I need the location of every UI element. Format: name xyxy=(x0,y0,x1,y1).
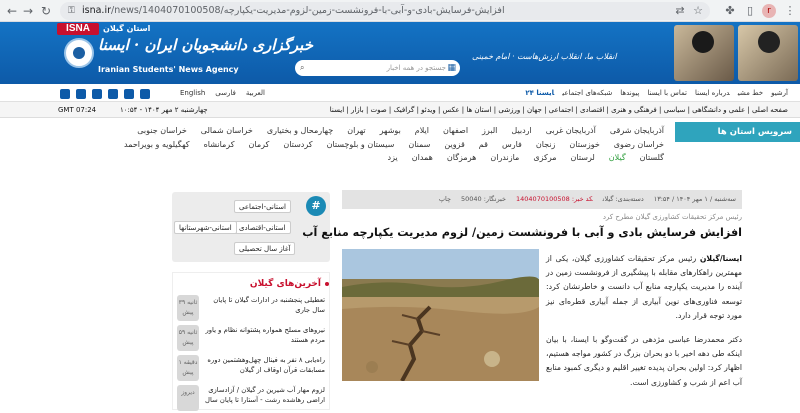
province-link[interactable]: همدان xyxy=(411,153,433,162)
province-link[interactable]: اردبیل xyxy=(511,126,532,135)
category-nav xyxy=(0,102,800,118)
gmt-time: GMT 07:24 xyxy=(58,106,97,114)
province-link[interactable]: خراسان رضوی xyxy=(613,139,664,149)
instagram-icon[interactable] xyxy=(92,89,102,99)
link-archive[interactable]: آرشیو xyxy=(771,89,788,97)
lang-english[interactable]: English xyxy=(180,89,206,97)
province-link[interactable]: فارس xyxy=(501,139,522,149)
province-link[interactable]: کردستان xyxy=(283,139,313,149)
province-link[interactable]: سیستان و بلوچستان xyxy=(326,139,395,149)
calendar-icon[interactable]: ▦ xyxy=(447,63,456,73)
province-link[interactable]: اصفهان xyxy=(442,126,469,135)
tag-item[interactable]: استانی-اجتماعی xyxy=(234,200,291,213)
top-links xyxy=(517,84,788,102)
twitter-icon[interactable] xyxy=(76,89,86,99)
link-social[interactable]: شبکه‌های اجتماعی xyxy=(562,89,613,97)
province-link[interactable]: کرمانشاه xyxy=(203,139,235,149)
news-item-title[interactable]: تعطیلی پنجشنبه در ادارات گیلان تا پایان سال جاری xyxy=(213,296,325,314)
province-link[interactable]: قزوین xyxy=(444,139,465,149)
province-link[interactable]: مازندران xyxy=(490,153,520,162)
article xyxy=(302,186,742,410)
article-reporter: خبرنگار: 50040 xyxy=(460,195,507,203)
print-button[interactable]: چاپ xyxy=(438,195,451,203)
lang-arabic[interactable]: العربية xyxy=(245,89,265,97)
news-item-title[interactable]: لزوم مهار آب شیرین در گیلان / آزادسازی اراضی رهاشده رشت - آستارا تا پایان سال xyxy=(205,386,325,404)
aparat-icon[interactable] xyxy=(124,89,134,99)
province-service-title[interactable]: سرویس استان ها xyxy=(675,122,800,142)
browser-toolbar xyxy=(0,0,800,22)
province-link[interactable]: خراسان جنوبی xyxy=(137,126,187,135)
bookmark-star-icon[interactable]: ☆ xyxy=(693,4,703,17)
logo-english[interactable]: Iranian Students' News Agency xyxy=(98,65,239,74)
khomeini-portrait xyxy=(738,25,798,81)
province-link[interactable]: کهگیلویه و بویراحمد xyxy=(124,139,190,149)
profile-avatar[interactable]: r xyxy=(762,4,776,18)
time-badge: ۱ دقیقه پیش xyxy=(177,355,199,381)
news-item-title[interactable]: راه‌یابی ۸ نفر به فینال چهل‌وهشتمین دوره مسابقات قرآن اوقاف از گیلان xyxy=(207,356,325,374)
lead-label: ایسنا/گیلان xyxy=(699,254,742,263)
left-column xyxy=(172,192,330,410)
latest-news-box xyxy=(172,272,330,410)
province-link[interactable]: آذربایجان غربی xyxy=(545,126,596,135)
province-link[interactable]: تهران xyxy=(347,126,366,135)
link-about[interactable]: درباره ایسنا xyxy=(694,89,730,97)
list-item[interactable] xyxy=(177,295,327,323)
menu-icon[interactable]: ⋮ xyxy=(784,4,796,17)
link-isna24[interactable]: ایسنا ۲۴ xyxy=(525,89,555,97)
province-link[interactable]: گلستان xyxy=(639,153,664,162)
isna-brand[interactable]: ISNA xyxy=(57,23,99,35)
tag-item[interactable]: استانی-شهرستانها xyxy=(174,221,237,234)
link-contact[interactable]: تماس با ایسنا xyxy=(647,89,687,97)
province-link[interactable]: مرکزی xyxy=(533,153,557,162)
tag-item[interactable]: آغاز سال تحصیلی xyxy=(234,242,295,255)
time-badge: ۳۹ ثانیه پیش xyxy=(177,295,199,321)
province-link[interactable]: لرستان xyxy=(570,153,595,162)
telegram-icon[interactable] xyxy=(108,89,118,99)
social-icons xyxy=(60,88,156,98)
address-bar[interactable] xyxy=(60,2,710,20)
article-headline: افزایش فرسایش بادی و آبی با فرونشست زمین/ لزوم مدیریت یکپارچه منابع آب xyxy=(302,226,742,239)
article-subtitle: رئیس مرکز تحقیقات کشاورزی گیلان مطرح کرد xyxy=(602,213,742,221)
site-info-icon[interactable]: ⚿ xyxy=(68,6,75,16)
rss-icon[interactable] xyxy=(60,89,70,99)
forward-icon[interactable]: → xyxy=(22,4,34,18)
top-nav xyxy=(0,84,800,102)
province-link[interactable]: قم xyxy=(478,139,488,149)
latest-news-title: آخرین‌های گیلان xyxy=(249,279,321,289)
list-item[interactable] xyxy=(177,355,327,383)
slogan: انقلاب ما، انقلاب ارزش‌هاست · امام خمینی xyxy=(472,52,617,61)
article-body xyxy=(546,252,742,400)
logo-persian[interactable]: خبرگزاری دانشجویان ایران · ایسنا xyxy=(98,36,313,54)
search-icon[interactable]: ⌕ xyxy=(300,63,305,72)
translate-icon[interactable]: ⇄ xyxy=(675,4,685,17)
article-code: کد خبر: 1404070100508 xyxy=(516,195,593,203)
language-switcher xyxy=(180,84,275,102)
province-link[interactable]: خراسان شمالی xyxy=(200,126,253,135)
province-link[interactable]: آذربایجان شرقی xyxy=(609,126,664,135)
province-link[interactable]: زنجان xyxy=(535,139,556,149)
list-item[interactable] xyxy=(177,325,327,353)
time-badge: ۵۹ ثانیه پیش xyxy=(177,325,199,351)
back-icon[interactable]: ← xyxy=(6,4,18,18)
list-item[interactable] xyxy=(177,385,327,413)
province-link[interactable]: یزد xyxy=(387,153,398,162)
search-placeholder: جستجو در همه اخبار xyxy=(386,64,446,72)
category-links[interactable]: صفحه اصلی | علمی و دانشگاهی | سیاسی | فرهنگی و هنری | اقتصادی | اجتماعی | جهان | ورزشی | استان ها | عکس | ویدئو | گرافیک | صوت | بازار | ایسنا xyxy=(329,106,788,114)
article-photo xyxy=(342,249,539,381)
url-host: isna.ir xyxy=(82,5,111,16)
lang-persian[interactable]: فارسی xyxy=(215,89,236,97)
bale-icon[interactable] xyxy=(140,89,150,99)
section-label: استان گیلان xyxy=(103,24,151,33)
article-date: سه‌شنبه / ۱ مهر ۱۴۰۴ / ۱۳:۵۴ xyxy=(653,195,736,203)
province-link[interactable]: کرمان xyxy=(248,139,270,149)
news-item-title[interactable]: نیروهای مسلح همواره پشتوانه نظام و یاور مردم هستند xyxy=(205,326,325,344)
paragraph: رئیس مرکز تحقیقات کشاورزی گیلان، یکی از مهمترین راهکارهای مقابله با پیشگیری از فرونشست زمین در آینده را مدیریت یکپارچه منابع آب دانست و خاطرنشان کرد: توسعه فناوری‌های نوین آبیاری از جمله آبیاری قطره‌ای نیز مورد توجه قرار دارد. xyxy=(546,254,742,320)
sidebar-icon[interactable]: ▯ xyxy=(746,4,754,17)
province-link[interactable]: هرمزگان xyxy=(446,153,477,162)
link-links[interactable]: پیوندها xyxy=(620,89,640,97)
province-link[interactable]: چهارمحال و بختیاری xyxy=(266,126,334,135)
province-link[interactable]: سمنان xyxy=(408,139,431,149)
url-path: /news/1404070100508/افزایش-فرسایش-بادی-و-آبی-با-فرونشست-زمین-لزوم-مدیریت-یکپارچه xyxy=(111,5,505,16)
province-service xyxy=(57,120,800,178)
search-input[interactable] xyxy=(295,60,460,76)
province-link[interactable]: ایلام xyxy=(414,126,429,135)
hashtag-icon: # xyxy=(306,196,326,216)
province-link[interactable]: گیلان xyxy=(608,153,626,162)
province-link[interactable]: البرز xyxy=(482,126,498,135)
extensions-icon[interactable]: ✤ xyxy=(725,4,735,17)
article-meta xyxy=(342,190,742,209)
tag-item[interactable]: استانی-اقتصادی xyxy=(234,221,291,234)
province-link[interactable]: بوشهر xyxy=(379,126,401,135)
province-link[interactable]: خوزستان xyxy=(569,139,600,149)
isna-seal-icon xyxy=(64,38,94,68)
cracked-ground-image xyxy=(342,249,539,381)
time-badge: دیروز xyxy=(177,385,199,411)
province-list xyxy=(74,124,664,165)
link-policy[interactable]: خط مشی xyxy=(737,89,764,97)
site-header xyxy=(0,22,800,84)
current-date: چهارشنبه ۲ مهر ۱۴۰۴ - ۱۰:۵۴ xyxy=(120,106,208,114)
leader-portrait xyxy=(674,25,734,81)
paragraph: دکتر محمدرضا عباسی مژدهی در گفت‌وگو با ایسنا، با بیان اینکه طی دهه اخیر با دو بحران بزرگ در کشور مواجه هستیم، اظهار کرد: اولین بحران پدیده تغییر اقلیم و دیگری کمبود منابع آب اعم از شرب و کشاورزی است. xyxy=(546,335,742,387)
reload-icon[interactable]: ↻ xyxy=(40,4,52,18)
article-category[interactable]: دسته‌بندی: گیلان xyxy=(602,195,644,203)
